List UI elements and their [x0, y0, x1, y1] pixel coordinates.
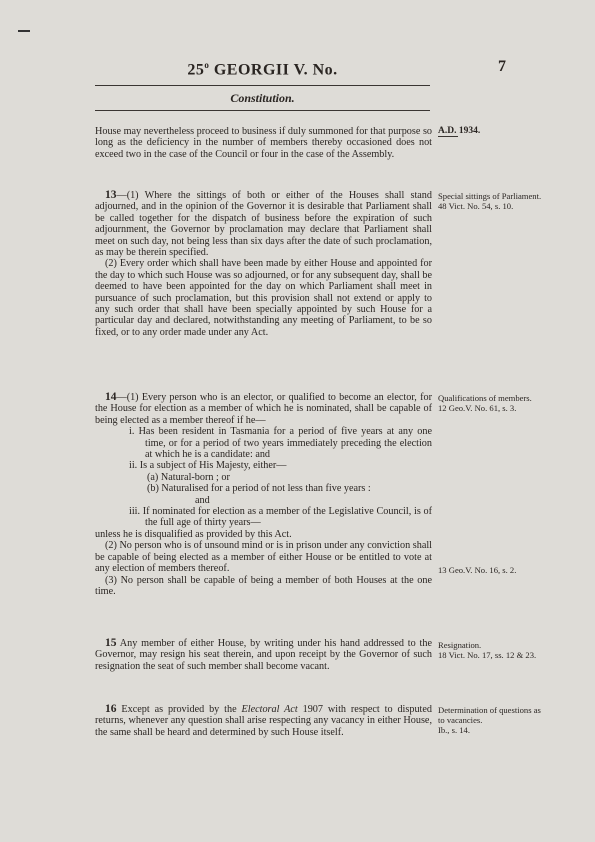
section-13	[95, 190, 432, 338]
s16-number: 16	[105, 703, 117, 715]
s14-and: and	[195, 494, 210, 506]
s14-item-a: (a) Natural-born ; or	[147, 471, 230, 483]
margin-mark	[18, 30, 30, 32]
intro-paragraph: House may nevertheless proceed to business if duly summoned for that purpose so long as the deficiency in the number of members thereby occasioned does not exceed two in the case of the Council or four in the case of the Assembly.	[95, 126, 432, 160]
s13-margin-note: Special sittings of Parliament. 48 Vict. No. 54, s. 10.	[438, 191, 542, 211]
s14-p3: (3) No person shall be capable of being a member of both Houses at the one time.	[95, 574, 432, 597]
page-title: 25$^o$ GEORGII V. No.	[187, 60, 338, 79]
header-rule	[95, 85, 430, 86]
margin-year: A.D. 1934.	[438, 126, 481, 136]
page-header	[95, 60, 430, 111]
s14-p1: 14—(1) Every person who is an elector, or qualified to become an elector, for the House for election as a member of which he is nominated, shall be capable of being elected as a member thereof if he—	[95, 391, 432, 426]
s13-number: 13	[105, 189, 117, 201]
page-subtitle: Constitution.	[230, 91, 295, 106]
s14-margin-note: Qualifications of members. 12 Geo.V. No. 61, s. 3.	[438, 393, 532, 413]
s14-item-b: (b) Naturalised for a period of not less than five years :	[147, 483, 371, 495]
s14-item-i: i. Has been resident in Tasmania for a period of five years at any one time, or for a period of two years immediately preceding the election at which he is a candidate: and	[129, 426, 432, 461]
page-number: 7	[498, 58, 506, 75]
s14-item-ii: ii. Is a subject of His Majesty, either—	[129, 460, 287, 472]
section-16: 16 Except as provided by the Electoral Act 1907 with respect to disputed returns, whenever any question shall arise respecting any vacancy in either House, the same shall be heard and determined by such House itself.	[95, 703, 432, 738]
s14-item-iii: iii. If nominated for election as a member of the Legislative Council, is of the full age of thirty years—	[129, 506, 432, 529]
s15-margin-note: Resignation. 18 Vict. No. 17, ss. 12 & 23.	[438, 640, 537, 660]
section-15: 15 Any member of either House, by writing under his hand addressed to the Governor, may resign his seat therein, and upon receipt by the Governor of such resignation the seat of such member shall become vacant.	[95, 637, 432, 672]
s14-p2: (2) No person who is of unsound mind or is in prison under any conviction shall be capable of being elected as a member of either House or be entitled to vote at any election of members thereof.	[95, 540, 432, 575]
section-14	[95, 392, 432, 597]
subtitle-rule	[95, 110, 430, 111]
s14-unless: unless he is disqualified as provided by this Act.	[95, 528, 292, 540]
s14-number: 14	[105, 391, 117, 403]
s13-p2: (2) Every order which shall have been made by either House and appointed for the day to which such House was so adjourned, or for any subsequent day, shall be deemed to have been appointed for the day on which Parliament shall meet in pursuance of such proclamation, but this provision shall not extend or apply to any such order that shall have been specially appointed by such House for a particular day and declared, notwithstanding any meeting of Parliament, to be so fixed, or to any order made under any Act.	[95, 258, 432, 338]
s14-margin-note-2: 13 Geo.V. No. 16, s. 2.	[438, 565, 517, 575]
s14-qualifications-list	[95, 426, 432, 529]
s16-margin-note: Determination of questions as to vacancies. Ib., s. 14.	[438, 705, 541, 735]
s13-p1: 13—(1) Where the sittings of both or either of the Houses shall stand adjourned, and in the opinion of the Governor it is desirable that Parliament shall be called together for the dispatch of business before the expiration of such adjournment, the Governor by proclamation may declare that Parliament shall meet on such day, not being less than six days after the date of such proclamation, as may be therein specified.	[95, 189, 432, 259]
s15-number: 15	[105, 637, 117, 649]
year-dash	[438, 136, 458, 137]
